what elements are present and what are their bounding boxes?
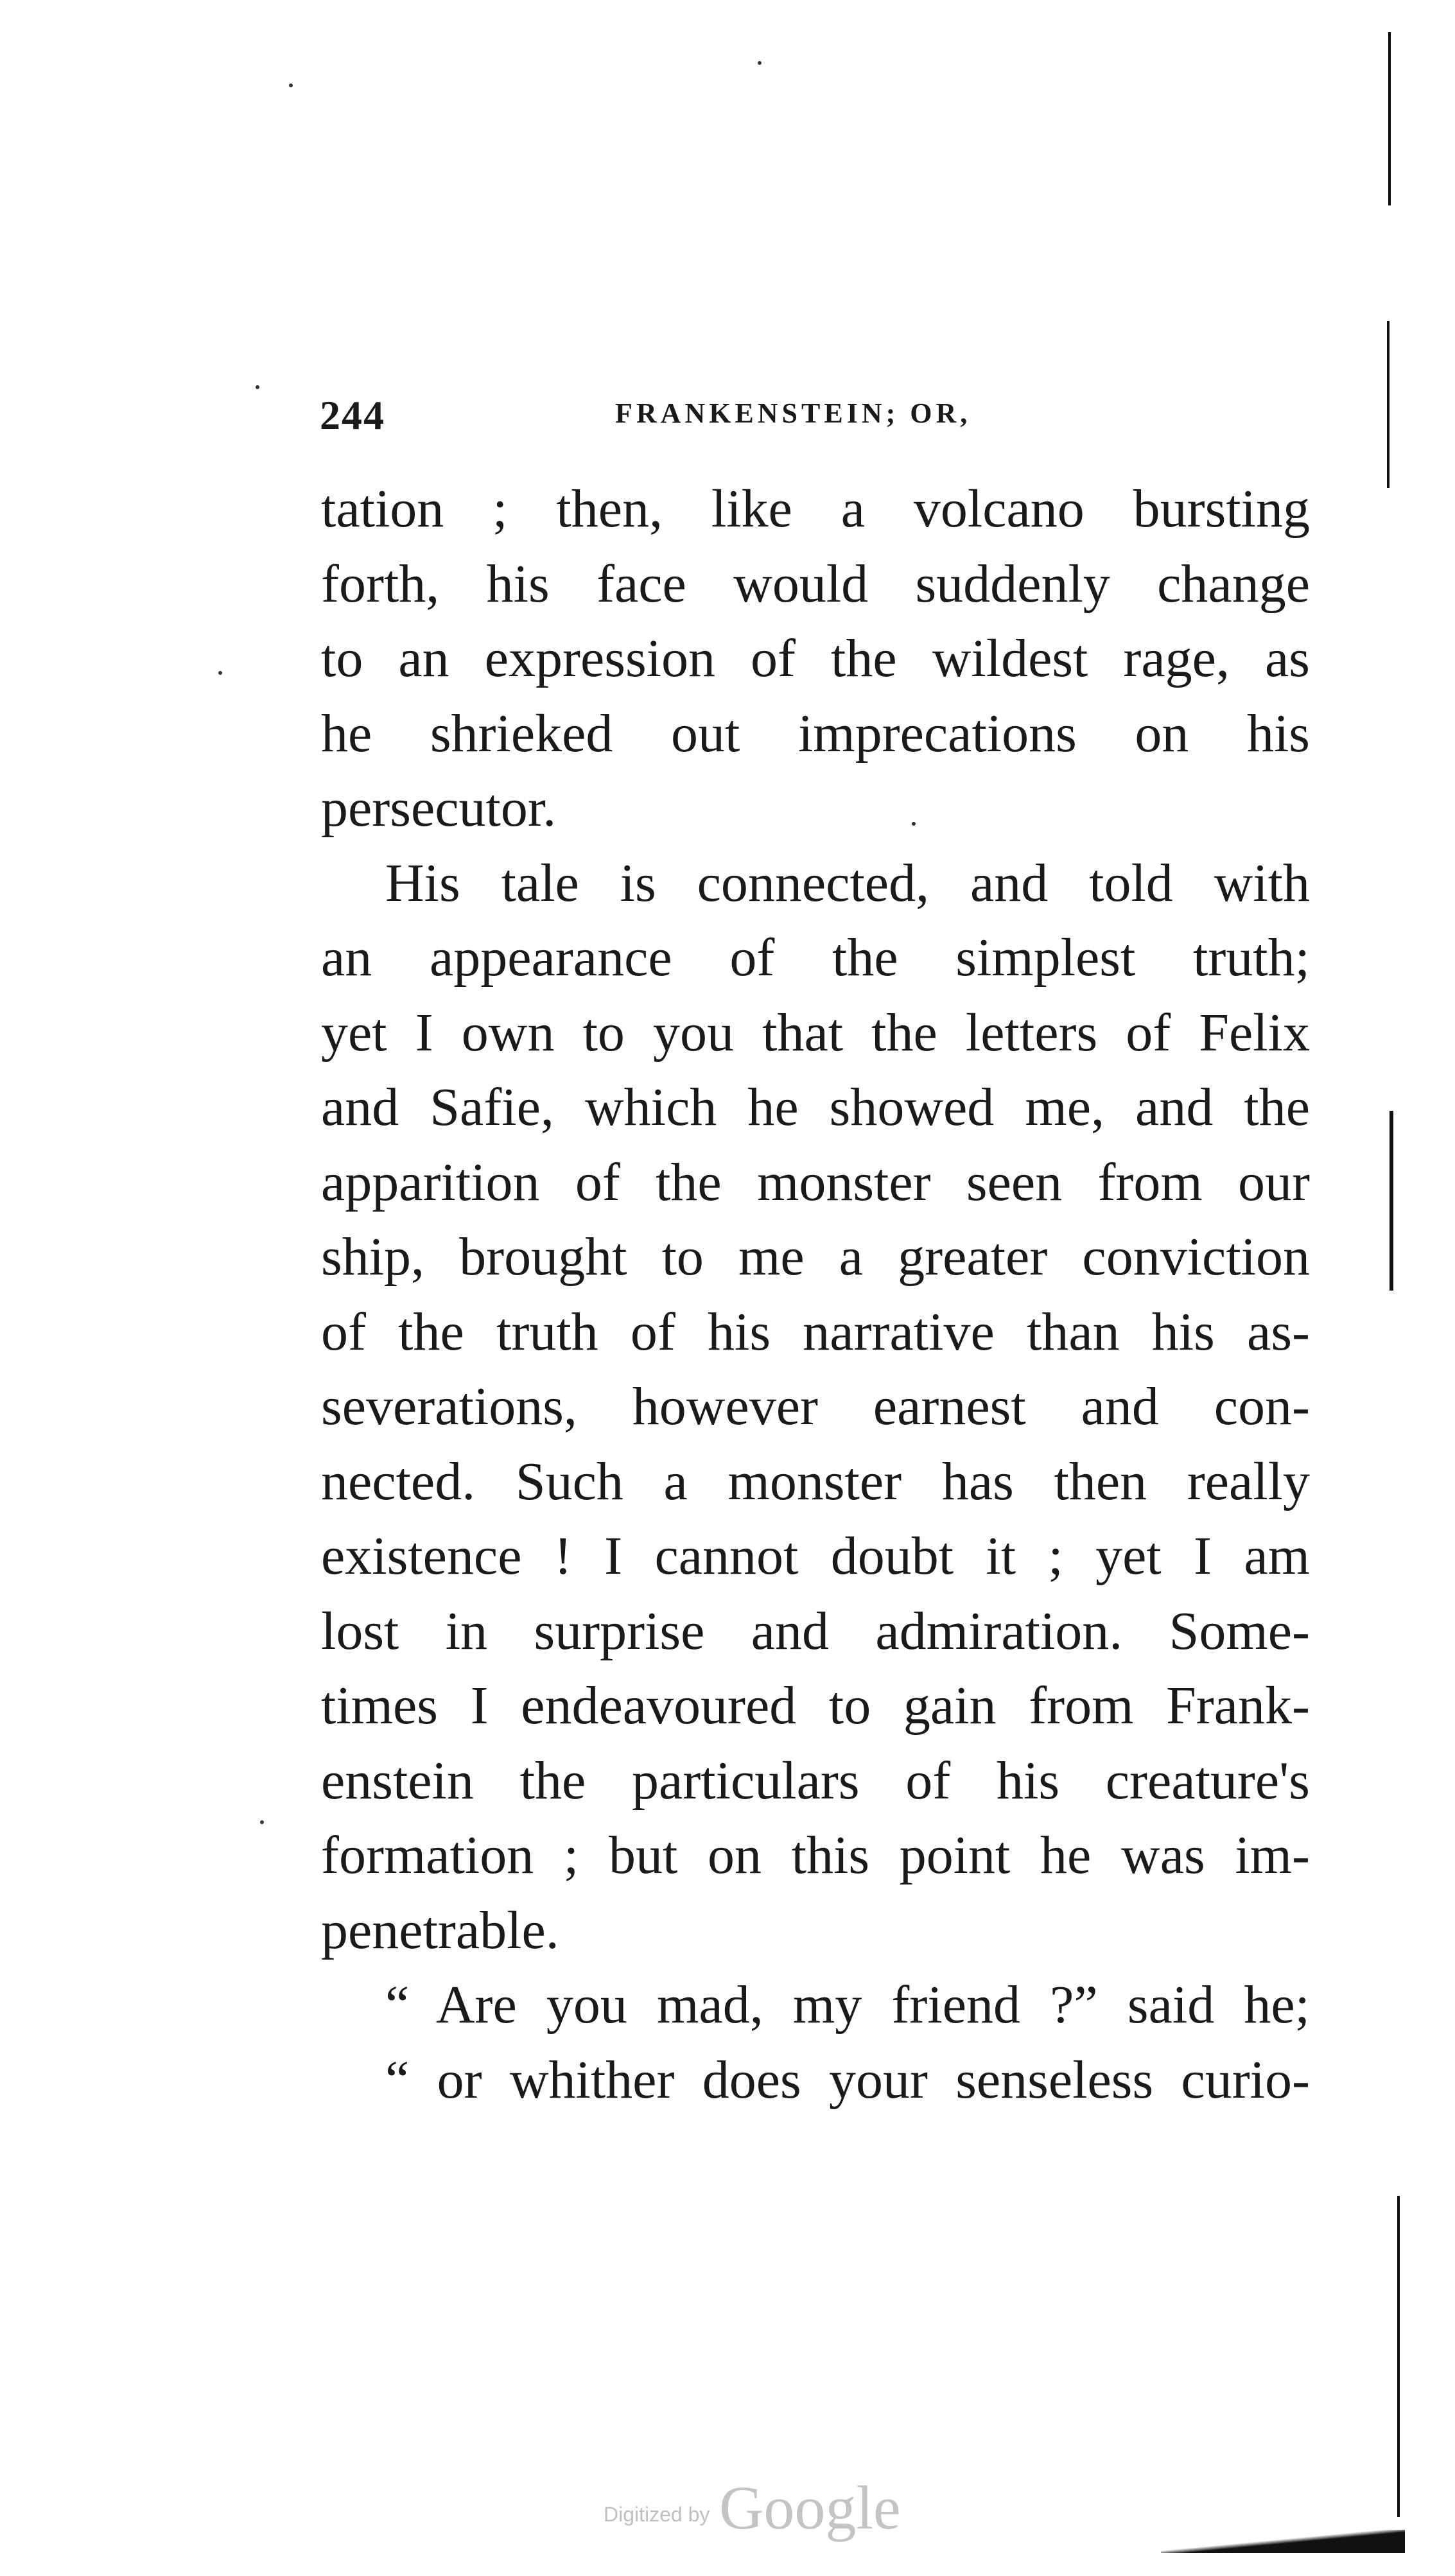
text-line: “ Are you mad, my friend ?” said he; — [385, 1975, 1310, 2035]
text-line: formation ; but on this point he was im- — [321, 1825, 1310, 1885]
text-line: and Safie, which he showed me, and the — [321, 1077, 1310, 1137]
text-line: an appearance of the simplest truth; — [321, 928, 1310, 988]
scan-edge-line — [1387, 321, 1390, 488]
text-line: enstein the particulars of his creature's — [321, 1750, 1310, 1811]
text-line: times I endeavoured to gain from Frank- — [321, 1676, 1310, 1736]
text-line: he shrieked out imprecations on his — [321, 703, 1310, 763]
text-line: “ or whither does your senseless curio- — [385, 2049, 1310, 2110]
scan-speck — [289, 83, 293, 87]
scan-speck — [260, 1820, 264, 1824]
text-line: tation ; then, like a volcano bursting — [321, 479, 1310, 539]
page-number: 244 — [320, 392, 385, 438]
body-text — [321, 472, 1310, 2118]
scan-speck — [256, 385, 259, 389]
text-line: to an expression of the wildest rage, as — [321, 629, 1310, 688]
text-line: apparition of the monster seen from our — [321, 1152, 1310, 1212]
digitized-watermark — [604, 2472, 925, 2543]
scan-edge-line — [1388, 32, 1391, 205]
text-line: nected. Such a monster has then really — [321, 1451, 1310, 1511]
text-line: yet I own to you that the letters of Felix — [321, 1002, 1310, 1063]
text-line: of the truth of his narrative than his as- — [321, 1301, 1310, 1362]
scan-edge-line — [1397, 2196, 1400, 2517]
scan-speck — [912, 822, 916, 826]
text-line: His tale is connected, and told with — [385, 853, 1310, 913]
running-title: FRANKENSTEIN; OR, — [615, 397, 971, 429]
scan-speck — [758, 61, 762, 65]
google-brand: Google — [719, 2473, 901, 2542]
text-line: lost in surprise and admiration. Some- — [321, 1601, 1310, 1661]
text-line: forth, his face would suddenly change — [321, 553, 1310, 614]
page-header — [320, 385, 1321, 456]
digitized-label: Digitized by — [604, 2503, 710, 2526]
text-line: persecutor. — [321, 778, 557, 838]
scan-speck — [218, 671, 222, 675]
scan-corner-shadow — [1161, 2530, 1405, 2553]
scan-edge-line — [1390, 1111, 1393, 1291]
text-line: penetrable. — [321, 1900, 559, 1960]
text-line: existence ! I cannot doubt it ; yet I am — [321, 1526, 1310, 1586]
text-line: ship, brought to me a greater conviction — [321, 1227, 1310, 1287]
text-line: severations, however earnest and con- — [321, 1377, 1310, 1436]
